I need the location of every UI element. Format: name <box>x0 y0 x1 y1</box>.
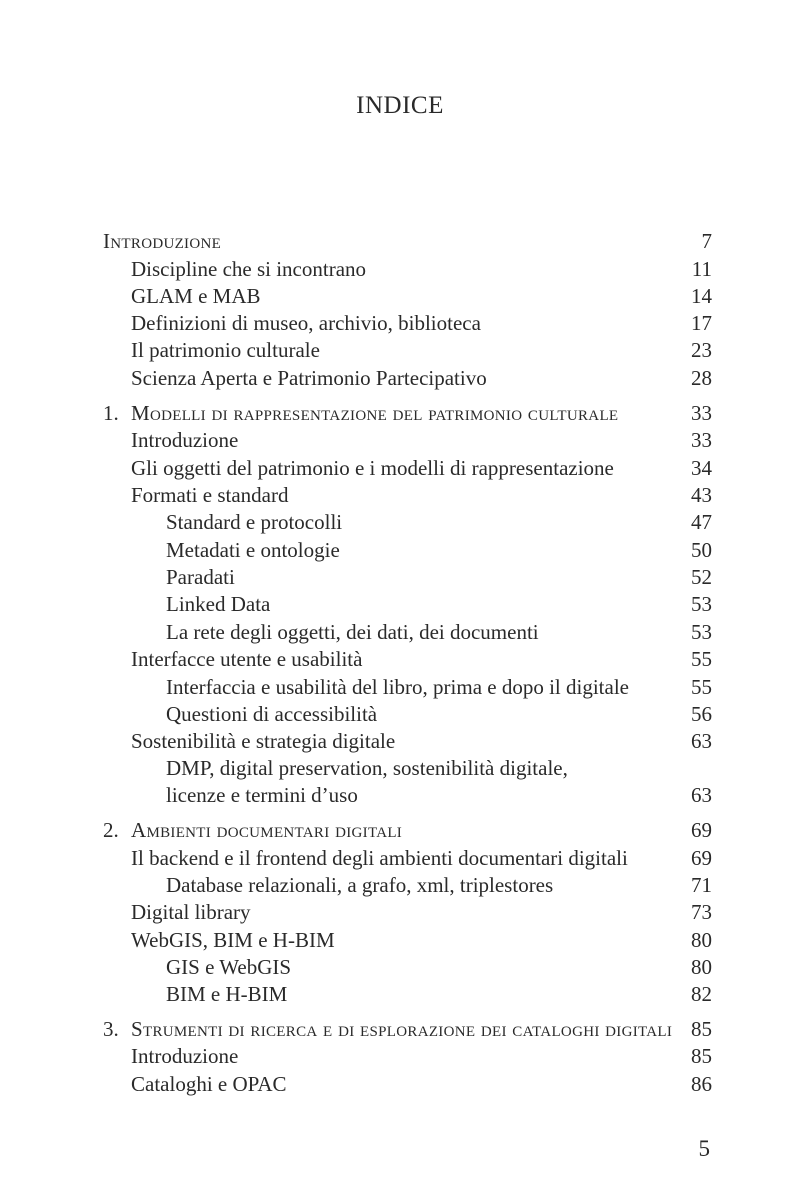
toc-entry-page: 63 <box>691 783 712 807</box>
toc-entry-page: 69 <box>691 846 712 870</box>
toc-entry-title: DMP, digital preservation, sostenibilità digitale, <box>166 756 568 780</box>
toc-entry-page: 85 <box>691 1017 712 1041</box>
toc-entry-title: Questioni di accessibilità <box>166 702 378 726</box>
toc-entry-page: 69 <box>691 818 712 842</box>
page-title: INDICE <box>356 92 444 119</box>
toc-entry-title: Discipline che si incontrano <box>131 257 367 281</box>
toc-entry-page: 11 <box>691 257 712 281</box>
toc-entry-title: Sostenibilità e strategia digitale <box>131 729 396 753</box>
toc-entry-title: Ambienti documentari digitali <box>131 818 403 842</box>
toc-entry-page: 85 <box>691 1044 712 1068</box>
toc-entry <box>0 872 800 899</box>
toc-entry-title: Formati e standard <box>131 483 289 507</box>
toc-entry-page: 14 <box>691 284 712 308</box>
toc-entry <box>0 728 800 755</box>
toc-entry-title: Introduzione <box>103 229 222 253</box>
toc-entry-title: licenze e termini d’uso <box>166 783 358 807</box>
toc-entry <box>0 591 800 618</box>
chapter-number: 2. <box>103 818 119 842</box>
toc-entry-page: 47 <box>691 510 712 534</box>
toc-entry <box>0 537 800 564</box>
toc-entry-page: 86 <box>691 1072 712 1096</box>
toc-entry-title: Il patrimonio culturale <box>131 338 320 362</box>
toc-entry-page: 80 <box>691 955 712 979</box>
toc-entry-title: Paradati <box>166 565 235 589</box>
toc-entry-page: 53 <box>691 620 712 644</box>
toc-entry-page: 80 <box>691 928 712 952</box>
toc-entry-page: 33 <box>691 401 712 425</box>
toc-entry-page: 52 <box>691 565 712 589</box>
toc-entry <box>0 845 800 872</box>
toc-entry <box>0 981 800 1008</box>
toc-entry-title: Introduzione <box>131 1044 239 1068</box>
toc-entry-title: Cataloghi e OPAC <box>131 1072 287 1096</box>
toc-entry <box>0 646 800 673</box>
toc-entry-page: 55 <box>691 647 712 671</box>
toc-entry-title: Strumenti di ricerca e di esplorazione dei cataloghi digitali <box>131 1017 673 1041</box>
toc-entry <box>0 400 800 427</box>
toc-entry-title: Linked Data <box>166 592 271 616</box>
toc-entry-page: 28 <box>691 366 712 390</box>
toc-entry-page: 7 <box>701 229 712 253</box>
toc-entry <box>0 564 800 591</box>
toc-entry <box>0 927 800 954</box>
toc-entry <box>0 283 800 310</box>
toc-entry <box>0 310 800 337</box>
toc-entry <box>0 1043 800 1070</box>
chapter-number: 3. <box>103 1017 119 1041</box>
toc-entry-page: 34 <box>691 456 712 480</box>
toc-entry <box>0 782 800 809</box>
toc-entry-page: 73 <box>691 900 712 924</box>
chapter-number: 1. <box>103 401 119 425</box>
toc-entry-page: 50 <box>691 538 712 562</box>
toc-entry-page: 63 <box>691 729 712 753</box>
toc-entry-page: 43 <box>691 483 712 507</box>
toc-entry-title: Il backend e il frontend degli ambienti documentari digitali <box>131 846 628 870</box>
toc-entry <box>0 817 800 844</box>
toc-entry-title: BIM e H-BIM <box>166 982 288 1006</box>
toc-entry <box>0 365 800 392</box>
toc-entry <box>0 954 800 981</box>
toc-entry-page: 23 <box>691 338 712 362</box>
toc-entry <box>0 899 800 926</box>
toc-entry <box>0 455 800 482</box>
toc-entry-title: Digital library <box>131 900 251 924</box>
toc-entry-title: Scienza Aperta e Patrimonio Partecipativo <box>131 366 487 390</box>
toc-entry-title: Modelli di rappresentazione del patrimonio culturale <box>131 401 619 425</box>
toc-entry-page: 17 <box>691 311 712 335</box>
toc-entry-page: 33 <box>691 428 712 452</box>
toc-entry <box>0 427 800 454</box>
toc-entry-page: 53 <box>691 592 712 616</box>
toc-entry <box>0 755 800 782</box>
toc-entry-title: Standard e protocolli <box>166 510 343 534</box>
page-number: 5 <box>698 1136 710 1161</box>
toc-entry <box>0 337 800 364</box>
toc-entry-title: Database relazionali, a grafo, xml, triplestores <box>166 873 554 897</box>
toc-entry <box>0 619 800 646</box>
toc-entry <box>0 228 800 255</box>
toc-entry-title: WebGIS, BIM e H-BIM <box>131 928 335 952</box>
toc-entry <box>0 482 800 509</box>
toc-entry-page: 55 <box>691 675 712 699</box>
toc-entry-title: La rete degli oggetti, dei dati, dei documenti <box>166 620 539 644</box>
toc-entry <box>0 701 800 728</box>
toc-entry-title: Gli oggetti del patrimonio e i modelli di rappresentazione <box>131 456 614 480</box>
toc-entry <box>0 1071 800 1098</box>
toc-entry-title: Interfaccia e usabilità del libro, prima e dopo il digitale <box>166 675 629 699</box>
toc-entry <box>0 256 800 283</box>
toc-entry-title: GLAM e MAB <box>131 284 261 308</box>
toc-entry-title: Metadati e ontologie <box>166 538 340 562</box>
toc-entry <box>0 1016 800 1043</box>
toc-entry-title: Introduzione <box>131 428 239 452</box>
toc-entry-title: GIS e WebGIS <box>166 955 292 979</box>
toc-entry-page: 71 <box>691 873 712 897</box>
toc-entry-title: Definizioni di museo, archivio, biblioteca <box>131 311 481 335</box>
toc-entry-page: 82 <box>691 982 712 1006</box>
toc-entry <box>0 509 800 536</box>
toc-entry-page: 56 <box>691 702 712 726</box>
toc-entry <box>0 674 800 701</box>
toc-entry-title: Interfacce utente e usabilità <box>131 647 363 671</box>
